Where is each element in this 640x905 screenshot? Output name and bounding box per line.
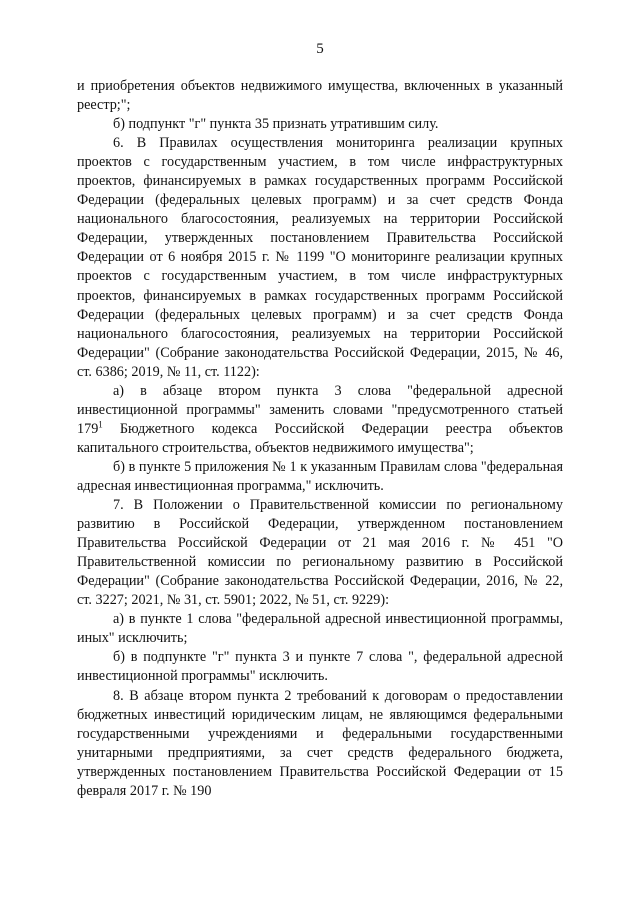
superscript-one: 1 — [98, 419, 103, 430]
paragraph-subitem-b-35: б) подпункт "г" пункта 35 признать утратившим силу. — [113, 116, 439, 133]
paragraph-item-7-b: б) в подпункте "г" пункта 3 и пункте 7 слова ", федеральной адресной инвестиционной программы" исключить. — [77, 649, 563, 685]
paragraph-item-6: 6. В Правилах осуществления мониторинга реализации крупных проектов с государственным участием, в том числе инфраструктурных проектов, финансируемых в рамках государственных программ Российской Федерации (федеральных целевых программ) и за счет средств Фонда национального благосостояния, реализуемых на территории Российской Федерации, утвержденных постановлением Правительства Российской Федерации от 6 ноября 2015 г. № 1199 "О мониторинге реализации крупных проектов с государственным участием, в том числе инфраструктурных проектов, финансируемых в рамках государственных программ Российской Федерации (федеральных целевых программ) и за счет средств Фонда национального благосостояния, реализуемых на территории Российской Федерации" (Собрание законодательства Российской Федерации, 2015, № 46, ст. 6386; 2019, № 11, ст. 1122): — [77, 135, 563, 380]
paragraph-item-6-b: б) в пункте 5 приложения № 1 к указанным Правилам слова "федеральная адресная инвестиционная программа," исключить. — [77, 458, 563, 494]
paragraph-item-6-a: а) в абзаце втором пункта 3 слова "федеральной адресной инвестиционной программы" заменить словами "предусмотренного статьей $179^1$ Бюджетного кодекса Российской Федерации реестра объектов капитального строительства, объектов недвижимого имущества"; — [77, 382, 563, 456]
paragraph-item-7-a: а) в пункте 1 слова "федеральной адресной инвестиционной программы, иных" исключить; — [77, 611, 563, 647]
document-body — [77, 77, 563, 801]
paragraph-item-8: 8. В абзаце втором пункта 2 требований к договорам о предоставлении бюджетных инвестиций юридическим лицам, не являющимся федеральными государственными учреждениями и федеральными государственными унитарными предприятиями, за счет средств федерального бюджета, утвержденных постановлением Правительства Российской Федерации от 15 февраля 2017 г. № 190 — [77, 687, 563, 799]
paragraph-item-7: 7. В Положении о Правительственной комиссии по региональному развитию в Российской Федерации, утвержденном постановлением Правительства Российской Федерации от 21 мая 2016 г. № 451 "О Правительственной комиссии по региональному развитию в Российской Федерации" (Собрание законодательства Российской Федерации, 2016, № 22, ст. 3227; 2021, № 31, ст. 5901; 2022, № 51, ст. 9229): — [77, 497, 563, 609]
paragraph-continuation: и приобретения объектов недвижимого имущества, включенных в указанный реестр;"; — [77, 78, 563, 114]
page-number: 5 — [316, 41, 324, 57]
